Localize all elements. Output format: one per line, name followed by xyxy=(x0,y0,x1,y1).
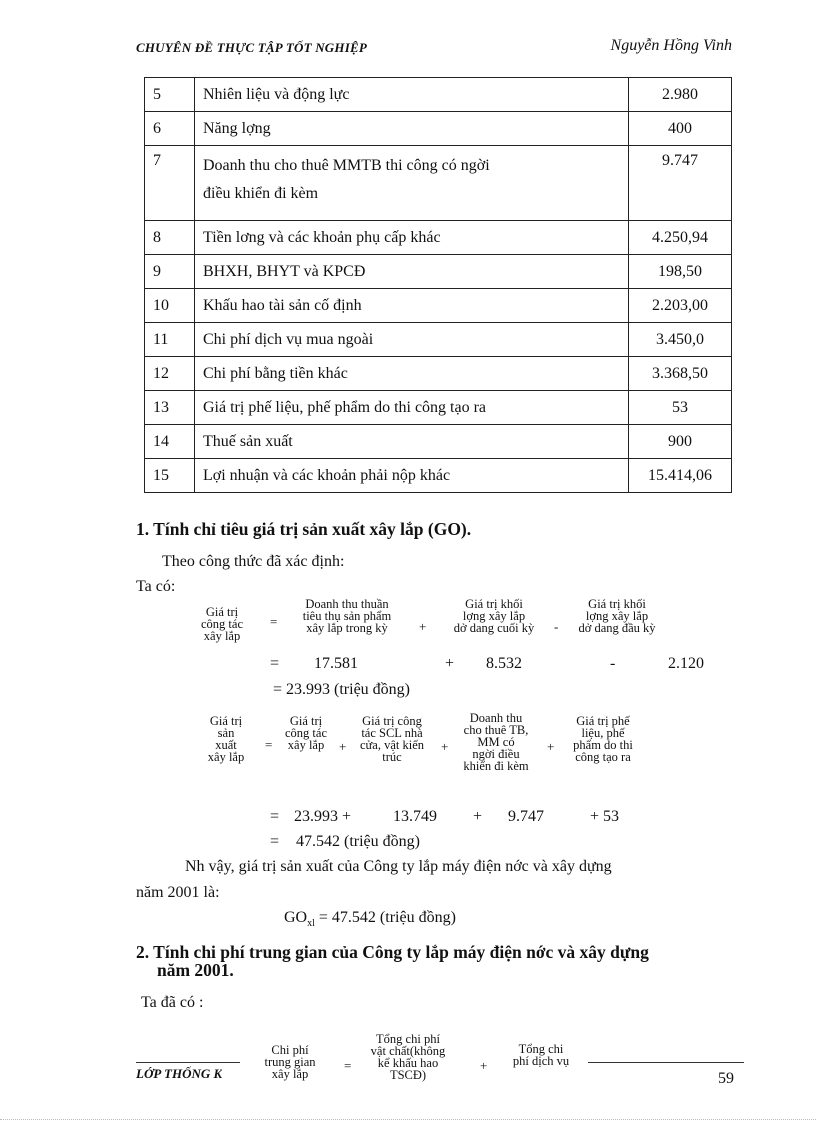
row-value: 9.747 xyxy=(629,146,732,221)
row-value: 198,50 xyxy=(629,255,732,289)
formula-line: Giá trị công xyxy=(362,714,422,728)
formula-line: Giá trị xyxy=(209,714,243,728)
section1-taco: Ta có: xyxy=(136,578,176,595)
f2-plus3: + xyxy=(547,739,555,754)
table-row xyxy=(145,255,732,289)
calc1-op1: + xyxy=(445,655,455,672)
row-value: 15.414,06 xyxy=(629,459,732,493)
calc2-d: + 53 xyxy=(590,808,620,825)
formula-line: xây lắp xyxy=(271,1067,309,1081)
formula-line: dở dang cuối kỳ xyxy=(453,621,535,635)
calc1-c: 2.120 xyxy=(668,655,704,672)
section2-heading-line2: năm 2001. xyxy=(157,960,234,980)
calc2-c: 9.747 xyxy=(508,808,544,825)
table-row xyxy=(145,459,732,493)
table-row xyxy=(145,146,732,221)
f2-term-repair xyxy=(348,715,436,763)
footer-class-label: LỚP THỐNG K xyxy=(136,1066,223,1078)
formula-line: xuất xyxy=(215,738,237,752)
formula-line: liệu, phế xyxy=(581,726,625,740)
f3-equals: = xyxy=(344,1058,352,1073)
footer-rule-left xyxy=(136,1062,240,1063)
formula-line: Giá trị phế xyxy=(576,714,630,728)
page-number: 59 xyxy=(718,1070,734,1087)
row-value: 900 xyxy=(629,425,732,459)
formula-line: Chi phí xyxy=(271,1043,309,1057)
row-label: Nhiên liệu và động lực xyxy=(195,78,629,112)
row-number: 7 xyxy=(145,146,195,221)
formula-line: MM có xyxy=(477,735,515,749)
calc1-equals: = xyxy=(270,655,280,672)
formula-line: công tác xyxy=(201,617,243,631)
f1-equals: = xyxy=(270,614,278,629)
formula-line: Giá trị xyxy=(205,605,239,619)
row-value: 3.450,0 xyxy=(629,323,732,357)
formula-line: phẩm do thi xyxy=(573,738,633,752)
formula-line: Doanh thu xyxy=(469,711,523,725)
f2-lhs xyxy=(196,715,256,763)
row-label: Tiền lơng và các khoản phụ cấp khác xyxy=(195,221,629,255)
f2-term-rental xyxy=(450,712,542,772)
formula-line: Giá trị xyxy=(289,714,323,728)
row-label: BHXH, BHYT và KPCĐ xyxy=(195,255,629,289)
formula-line: công tác xyxy=(285,726,327,740)
table-row xyxy=(145,289,732,323)
table-row xyxy=(145,112,732,146)
row-label: Giá trị phế liệu, phế phẩm do thi công tạo ra xyxy=(195,391,629,425)
formula-line: ngời điều xyxy=(472,747,520,761)
calc1-op2: - xyxy=(610,655,616,672)
row-label-line2: điều khiển đi kèm xyxy=(203,185,319,202)
f2-term-construction xyxy=(274,715,338,751)
row-number: 6 xyxy=(145,112,195,146)
formula-line: cửa, vật kiến xyxy=(359,738,425,752)
row-number: 10 xyxy=(145,289,195,323)
cost-table xyxy=(144,77,732,493)
formula-line: Doanh thu thuần xyxy=(305,597,389,611)
formula-line: xây lắp xyxy=(287,738,325,752)
table-row xyxy=(145,221,732,255)
row-number: 11 xyxy=(145,323,195,357)
row-number: 12 xyxy=(145,357,195,391)
row-label: Chi phí dịch vụ mua ngoài xyxy=(195,323,629,357)
formula-line: phí dịch vụ xyxy=(512,1054,570,1068)
row-value: 3.368,50 xyxy=(629,357,732,391)
calc1-a: 17.581 xyxy=(314,655,358,672)
row-number: 13 xyxy=(145,391,195,425)
table-row xyxy=(145,78,732,112)
go-symbol: GO xyxy=(284,909,308,926)
formula-line: TSCĐ) xyxy=(389,1068,427,1082)
row-label: Năng lợng xyxy=(195,112,629,146)
f1-minus: - xyxy=(554,619,559,634)
row-number: 5 xyxy=(145,78,195,112)
row-value: 400 xyxy=(629,112,732,146)
section1-heading: 1. Tính chỉ tiêu giá trị sản xuất xây lắp (GO). xyxy=(136,519,472,539)
formula-line: trúc xyxy=(382,750,402,764)
row-value: 2.203,00 xyxy=(629,289,732,323)
table-row xyxy=(145,357,732,391)
f1-term-wip-begin xyxy=(562,598,672,634)
section2-heading-line1: 2. Tính chi phí trung gian của Công ty lắp máy điện nớc và xây dựng xyxy=(136,942,649,962)
calc2-equals: = xyxy=(270,808,280,825)
row-number: 15 xyxy=(145,459,195,493)
f1-term-wip-end xyxy=(432,597,559,635)
page-bottom-border xyxy=(0,1119,816,1120)
row-number: 9 xyxy=(145,255,195,289)
f1-lhs xyxy=(185,606,259,642)
calc2-op1: + xyxy=(473,808,483,825)
row-value: 4.250,94 xyxy=(629,221,732,255)
f1-plus: + xyxy=(419,619,427,634)
header-author: Nguyễn Hồng Vinh xyxy=(610,37,732,54)
f2-term-scrap xyxy=(556,715,650,763)
formula-line: vật chất(không xyxy=(370,1044,446,1058)
formula-line: lợng xây lắp xyxy=(462,609,526,623)
header-title: CHUYÊN ĐỀ THỰC TẬP TỐT NGHIỆP xyxy=(136,40,367,55)
go-subscript: xl xyxy=(307,918,315,930)
formula-line: dở dang đầu kỳ xyxy=(578,621,656,635)
f3-term-services xyxy=(496,1043,586,1067)
section1-intro: Theo công thức đã xác định: xyxy=(162,553,345,570)
row-label: Chi phí bằng tiền khác xyxy=(195,357,629,391)
f3-plus: + xyxy=(480,1058,488,1073)
row-label-line1: Doanh thu cho thuê MMTB thi công có ngời xyxy=(203,157,490,174)
row-label: Thuế sản xuất xyxy=(195,425,629,459)
formula-line: Giá trị khối xyxy=(465,597,523,611)
f2-plus2: + xyxy=(441,739,449,754)
formula-line: tiêu thụ sản phẩm xyxy=(302,609,392,623)
f3-lhs xyxy=(250,1044,330,1080)
calc2-b: 13.749 xyxy=(393,808,437,825)
calc2-equals2: = xyxy=(270,833,280,850)
calc2-a: 23.993 + xyxy=(294,808,352,825)
row-value: 2.980 xyxy=(629,78,732,112)
go-value: = 47.542 (triệu đồng) xyxy=(314,909,456,926)
calc2-result: 47.542 (triệu đồng) xyxy=(296,833,420,850)
formula-line: cho thuê TB, xyxy=(463,723,529,737)
row-number: 14 xyxy=(145,425,195,459)
footer-rule-right xyxy=(588,1062,744,1063)
formula-line: kể khấu hao xyxy=(377,1056,439,1070)
table-row xyxy=(145,391,732,425)
f1-term-net-revenue xyxy=(284,598,410,634)
row-label: Lợi nhuận và các khoản phải nộp khác xyxy=(195,459,629,493)
calc1-result: = 23.993 (triệu đồng) xyxy=(273,681,410,698)
formula-line: công tạo ra xyxy=(575,750,631,764)
formula-line: Tổng chi phí xyxy=(376,1032,440,1046)
formula-line: Tổng chi xyxy=(518,1042,564,1056)
section2-taco: Ta đã có : xyxy=(141,994,204,1011)
formula-line: khiển đi kèm xyxy=(463,759,529,773)
calc1-b: 8.532 xyxy=(486,655,522,672)
formula-line: xây lắp trong kỳ xyxy=(306,621,388,635)
formula-line: sản xyxy=(217,726,235,740)
formula-line: lợng xây lắp xyxy=(585,609,649,623)
formula-line: tác SCL nhà xyxy=(361,726,423,740)
conclusion-line2: năm 2001 là: xyxy=(136,884,220,901)
go-result xyxy=(284,909,456,929)
row-number: 8 xyxy=(145,221,195,255)
formula-line: xây lắp xyxy=(207,750,245,764)
f2-plus1: + xyxy=(339,739,347,754)
row-label xyxy=(195,146,629,221)
conclusion-line1: Nh vậy, giá trị sản xuất của Công ty lắp máy điện nớc và xây dựng xyxy=(185,858,612,875)
table-row xyxy=(145,323,732,357)
row-label: Khấu hao tài sản cố định xyxy=(195,289,629,323)
formula-line: xây lắp xyxy=(203,629,241,643)
formula-line: Giá trị khối xyxy=(588,597,646,611)
table-row xyxy=(145,425,732,459)
f2-equals: = xyxy=(265,737,273,752)
formula-line: trung gian xyxy=(264,1055,316,1069)
row-value: 53 xyxy=(629,391,732,425)
f3-term-material xyxy=(362,1033,454,1081)
